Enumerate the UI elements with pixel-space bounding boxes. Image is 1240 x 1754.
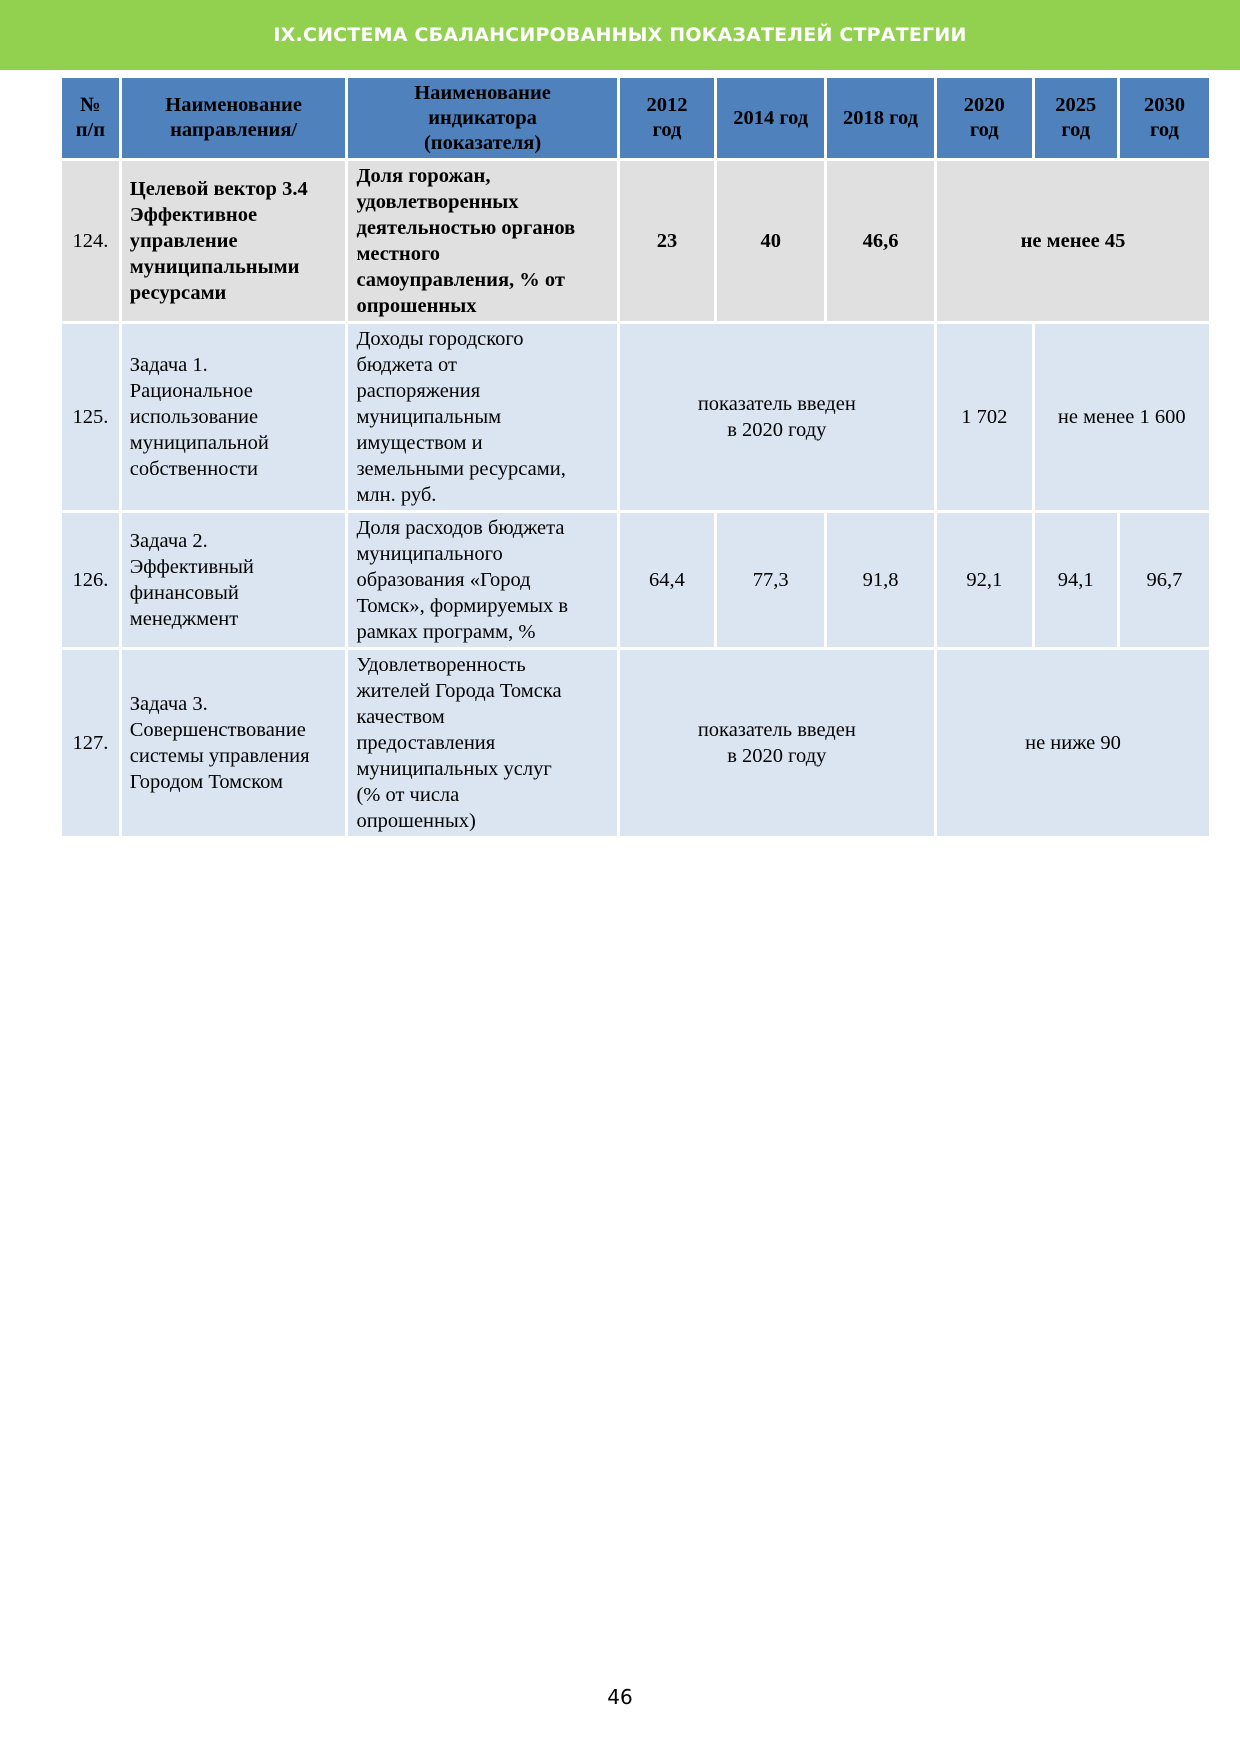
header-2030: 2030 год: [1120, 78, 1209, 158]
introduced-note: показатель введен в 2020 году: [620, 650, 934, 836]
introduced-note: показатель введен в 2020 году: [620, 324, 934, 510]
header-2012: 2012 год: [620, 78, 715, 158]
table-row: [62, 513, 1209, 647]
indicators-table: [59, 75, 1212, 839]
value-2012: 64,4: [620, 513, 715, 647]
header-row: [62, 78, 1209, 158]
section-title: IX.СИСТЕМА СБАЛАНСИРОВАННЫХ ПОКАЗАТЕЛЕЙ СТРАТЕГИИ: [273, 24, 967, 46]
row-number: 124.: [62, 161, 119, 321]
section-title-banner: [0, 0, 1240, 70]
value-2014: 40: [717, 161, 824, 321]
header-direction: Наименование направления/: [122, 78, 346, 158]
value-2020: 92,1: [937, 513, 1032, 647]
value-2020: 1 702: [937, 324, 1032, 510]
direction-cell: Задача 2. Эффективный финансовый менеджмент: [122, 513, 346, 647]
row-number: 127.: [62, 650, 119, 836]
header-indicator: Наименование индикатора (показателя): [348, 78, 616, 158]
value-2014: 77,3: [717, 513, 824, 647]
table-row: [62, 161, 1209, 321]
direction-cell: Задача 3. Совершенствование системы управления Городом Томском: [122, 650, 346, 836]
row-number: 126.: [62, 513, 119, 647]
header-num: № п/п: [62, 78, 119, 158]
indicator-cell: Доля расходов бюджета муниципального образования «Город Томск», формируемых в рамках программ, %: [348, 513, 616, 647]
header-2018: 2018 год: [827, 78, 934, 158]
value-2020-2030: не ниже 90: [937, 650, 1209, 836]
value-2018: 46,6: [827, 161, 934, 321]
value-2030: 96,7: [1120, 513, 1209, 647]
header-2014: 2014 год: [717, 78, 824, 158]
value-2018: 91,8: [827, 513, 934, 647]
direction-cell: Задача 1. Рациональное использование муниципальной собственности: [122, 324, 346, 510]
header-2025: 2025 год: [1035, 78, 1117, 158]
value-2025-2030: не менее 1 600: [1035, 324, 1209, 510]
direction-cell: Целевой вектор 3.4 Эффективное управление муниципальными ресурсами: [122, 161, 346, 321]
value-2012: 23: [620, 161, 715, 321]
value-2025: 94,1: [1035, 513, 1117, 647]
value-2020-2030: не менее 45: [937, 161, 1209, 321]
indicator-cell: Доходы городского бюджета от распоряжения муниципальным имуществом и земельными ресурсами, млн. руб.: [348, 324, 616, 510]
row-number: 125.: [62, 324, 119, 510]
indicator-cell: Удовлетворенность жителей Города Томска качеством предоставления муниципальных услуг (% от числа опрошенных): [348, 650, 616, 836]
indicator-cell: Доля горожан, удовлетворенных деятельностью органов местного самоуправления, % от опрошенных: [348, 161, 616, 321]
page-number: 46: [607, 1685, 633, 1709]
table-row: [62, 324, 1209, 510]
header-2020: 2020 год: [937, 78, 1032, 158]
table-row: [62, 650, 1209, 836]
